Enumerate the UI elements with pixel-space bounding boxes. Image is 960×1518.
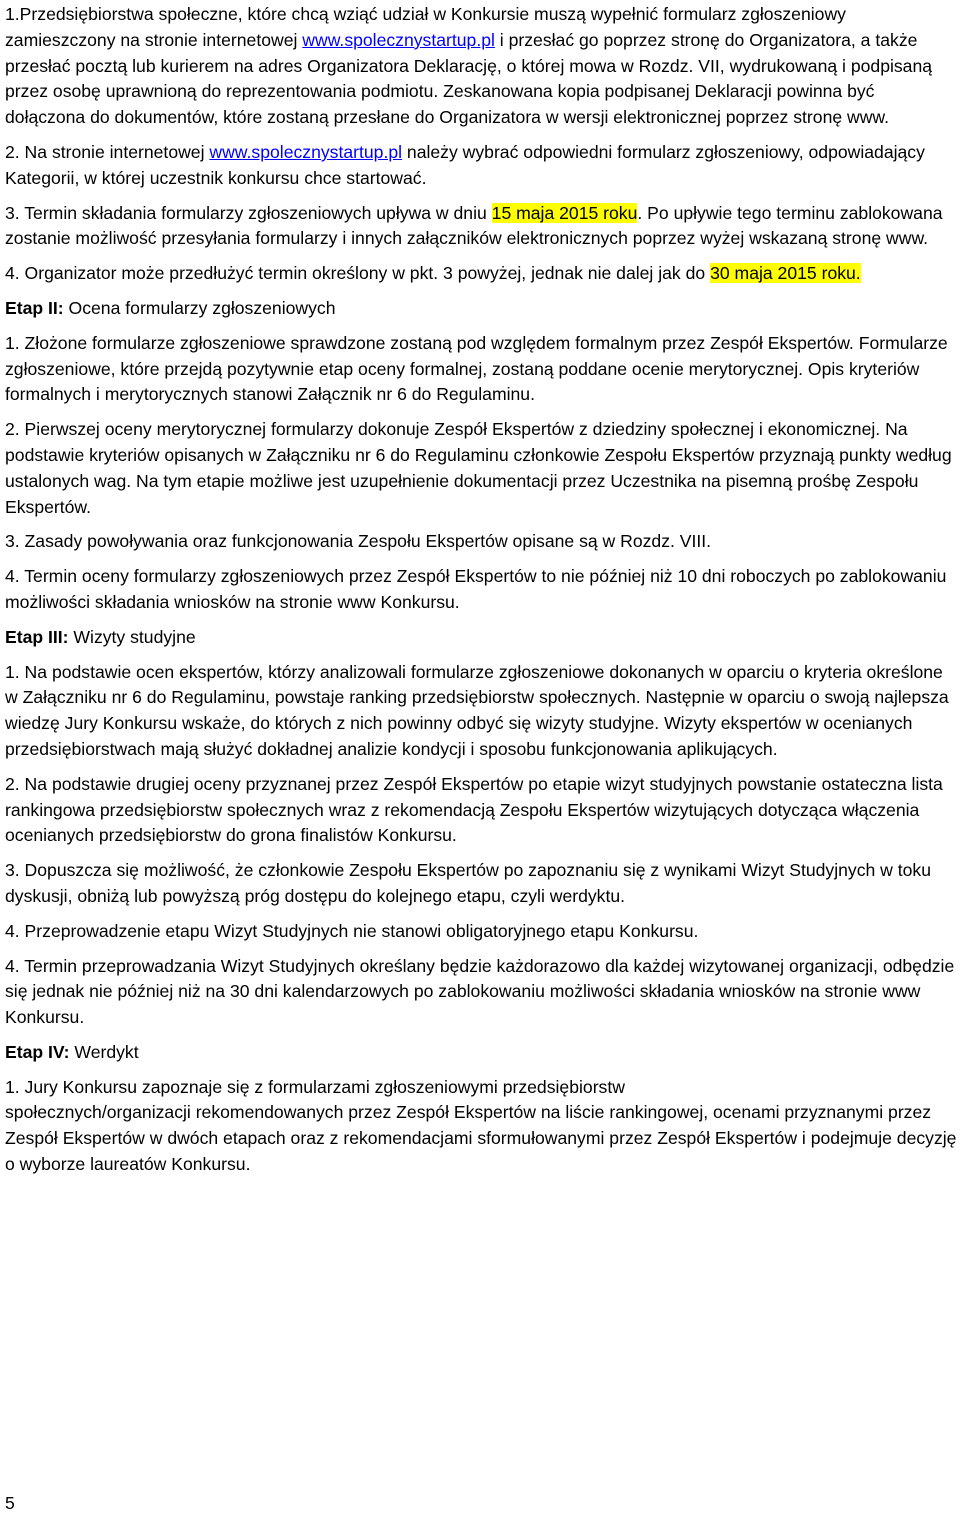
document-page — [5, 2, 958, 1187]
paragraph-4: 4. Organizator może przedłużyć termin określony w pkt. 3 powyżej, jednak nie dalej jak do 30 maja 2015 roku. — [5, 263, 861, 284]
stage-2-item-2: 2. Pierwszej oceny merytorycznej formularzy dokonuje Zespół Ekspertów z dziedziny społecznej i ekonomicznej. Na podstawie kryteriów opisanych w Załączniku nr 6 do Regulaminu członkowie Zespołu Ekspertów przyznają punkty według ustalonych wag. Na tym etapie możliwe jest uzupełnienie dokumentacji przez Uczestnika na pisemną prośbę Zespołu Ekspertów. — [5, 419, 952, 517]
paragraph-1: 1.Przedsiębiorstwa społeczne, które chcą wziąć udział w Konkursie muszą wypełnić formularz zgłoszeniowy zamieszczony na stronie internetowej www.spolecznystartup.pl i przesłać go poprzez stronę do Organizatora, a także przesłać pocztą lub kurierem na adres Organizatora Deklarację, o której mowa w Rozdz. VII, wydrukowaną i podpisaną przez osobę uprawnioną do reprezentowania podmiotu. Zeskanowana kopia podpisanej Deklaracji powinna być dołączona do dokumentów, które zostaną przesłane do Organizatora w wersji elektronicznej poprzez stronę www. — [5, 4, 933, 128]
website-link-2[interactable]: www.spolecznystartup.pl — [209, 141, 403, 162]
stage-3-heading: Etap III: Wizyty studyjne — [5, 626, 196, 647]
stage-3-item-4: 4. Przeprowadzenie etapu Wizyt Studyjnych nie stanowi obligatoryjnego etapu Konkursu. — [5, 920, 699, 941]
stage-3-item-1: 1. Na podstawie ocen ekspertów, którzy analizowali formularze zgłoszeniowe dokonanych w oparciu o kryteria określone w Załączniku nr 6 do Regulaminu, powstaje ranking przedsiębiorstw społecznych. Następnie w oparciu o swoją najlepsza wiedzę Jury Konkursu wskaże, do których z nich powinny odbyć się wizyty studyjne. Wizyty ekspertów w ocenianych przedsiębiorstwach mają służyć dokładnej analizie kondycji i sposobu funkcjonowania aplikujących. — [5, 661, 949, 759]
stage-2-item-1: 1. Złożone formularze zgłoszeniowe sprawdzone zostaną pod względem formalnym przez Zespół Ekspertów. Formularze zgłoszeniowe, które przejdą pozytywnie etap oceny formalnej, zostaną poddane ocenie merytorycznej. Opis kryteriów formalnych i merytorycznych stanowi Załącznik nr 6 do Regulaminu. — [5, 332, 948, 405]
page-number: 5 — [5, 1493, 15, 1513]
highlighted-deadline: 15 maja 2015 roku — [491, 202, 638, 223]
paragraph-3: 3. Termin składania formularzy zgłoszeniowych upływa w dniu 15 maja 2015 roku. Po upływie tego terminu zablokowana zostanie możliwość przesyłania formularzy i innych załączników elektronicznych poprzez wyżej wskazaną stronę www. — [5, 202, 943, 249]
highlighted-extended-deadline: 30 maja 2015 roku. — [710, 263, 861, 284]
stage-3-item-3: 3. Dopuszcza się możliwość, że członkowie Zespołu Ekspertów po zapoznaniu się z wynikami Wizyt Studyjnych w toku dyskusji, obniżą lub powyższą próg dostępu do kolejnego etapu, czyli werdyktu. — [5, 860, 932, 906]
stage-2-item-4: 4. Termin oceny formularzy zgłoszeniowych przez Zespół Ekspertów to nie później niż 10 dni roboczych po zablokowaniu możliwości składania wniosków na stronie www Konkursu. — [5, 566, 947, 612]
stage-3-item-5: 4. Termin przeprowadzania Wizyt Studyjnych określany będzie każdorazowo dla każdej wizytowanej organizacji, odbędzie się jednak nie później niż na 30 dni kalendarzowych po zablokowaniu możliwości składania wniosków na stronie www Konkursu. — [5, 955, 955, 1028]
stage-2-item-3: 3. Zasady powoływania oraz funkcjonowania Zespołu Ekspertów opisane są w Rozdz. VIII. — [5, 531, 712, 552]
stage-4-item-1: 1. Jury Konkursu zapoznaje się z formularzami zgłoszeniowymi przedsiębiorstw społecznych/organizacji rekomendowanych przez Zespół Ekspertów na liście rankingowej, ocenami przyznanymi przez Zespół Ekspertów w dwóch etapach oraz z rekomendacjami sformułowanymi przez Zespół Ekspertów i podejmuje decyzję o wyborze laureatów Konkursu. — [5, 1076, 957, 1175]
stage-2-heading: Etap II: Ocena formularzy zgłoszeniowych — [5, 297, 336, 318]
stage-3-item-2: 2. Na podstawie drugiej oceny przyznanej przez Zespół Ekspertów po etapie wizyt studyjnych powstanie ostateczna lista rankingowa przedsiębiorstw społecznych wraz z rekomendacją Zespołu Ekspertów wizytujących dotycząca włączenia ocenianych przedsiębiorstw do grona finalistów Konkursu. — [5, 773, 943, 846]
website-link[interactable]: www.spolecznystartup.pl — [302, 29, 495, 50]
paragraph-2: 2. Na stronie internetowej www.spolecznystartup.pl należy wybrać odpowiedni formularz zgłoszeniowy, odpowiadający Kategorii, w której uczestnik konkursu chce startować. — [5, 141, 925, 188]
stage-4-heading: Etap IV: Werdykt — [5, 1041, 139, 1062]
